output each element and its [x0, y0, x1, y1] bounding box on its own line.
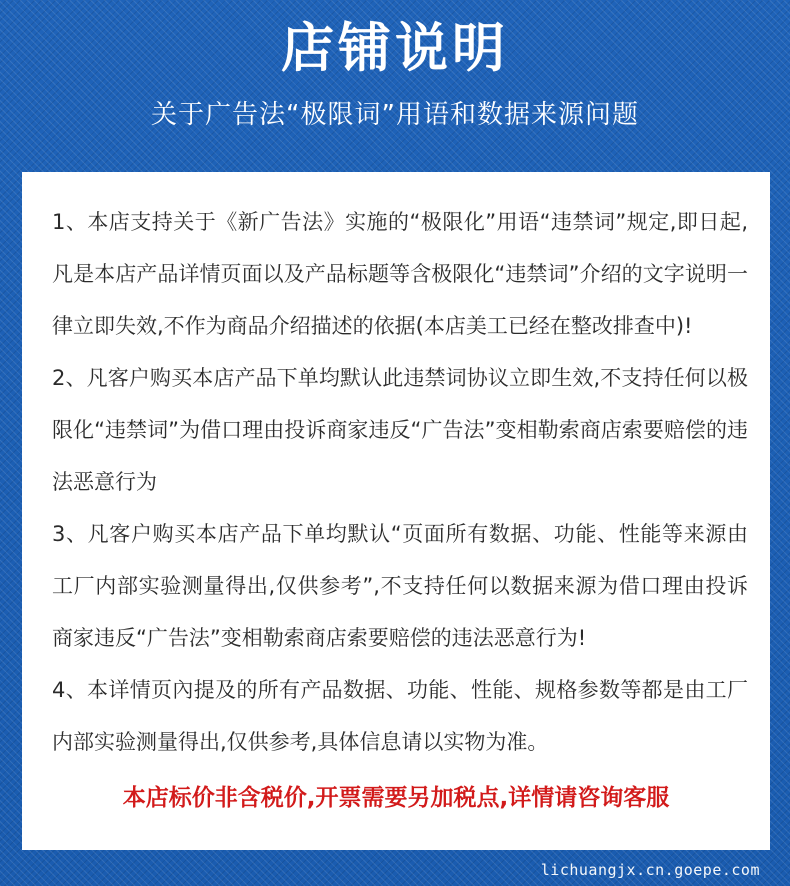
notice-panel — [22, 172, 770, 850]
tax-notice: 本店标价非含税价,开票需要另加税点,详情请咨询客服 — [122, 785, 670, 811]
clause-1: 1、本店支持关于《新广告法》实施的“极限化”用语“违禁词”规定,即日起,凡是本店产品详情页面以及产品标题等含极限化“违禁词”介绍的文字说明一律立即失效,不作为商品介绍描述的依据(本店美工已经在整改排查中)! — [52, 210, 748, 338]
clause-2: 2、凡客户购买本店产品下单均默认此违禁词协议立即生效,不支持任何以极限化“违禁词”为借口理由投诉商家违反“广告法”变相勒索商店索要赔偿的违法恶意行为 — [52, 366, 748, 494]
clause-list — [52, 196, 748, 768]
clause-4: 4、本详情页內提及的所有产品数据、功能、性能、规格参数等都是由工厂内部实验测量得出,仅供参考,具体信息请以实物为准。 — [52, 678, 748, 754]
page-title: 店铺说明 — [281, 18, 509, 79]
clause-3: 3、凡客户购买本店产品下单均默认“页面所有数据、功能、性能等来源由工厂内部实验测量得出,仅供参考”,不支持任何以数据来源为借口理由投诉商家违反“广告法”变相勒索商店索要赔偿的违法恶意行为! — [52, 522, 748, 650]
site-watermark: lichuangjx.cn.goepe.com — [540, 861, 760, 879]
page-subtitle: 关于广告法“极限词”用语和数据来源问题 — [151, 100, 639, 130]
